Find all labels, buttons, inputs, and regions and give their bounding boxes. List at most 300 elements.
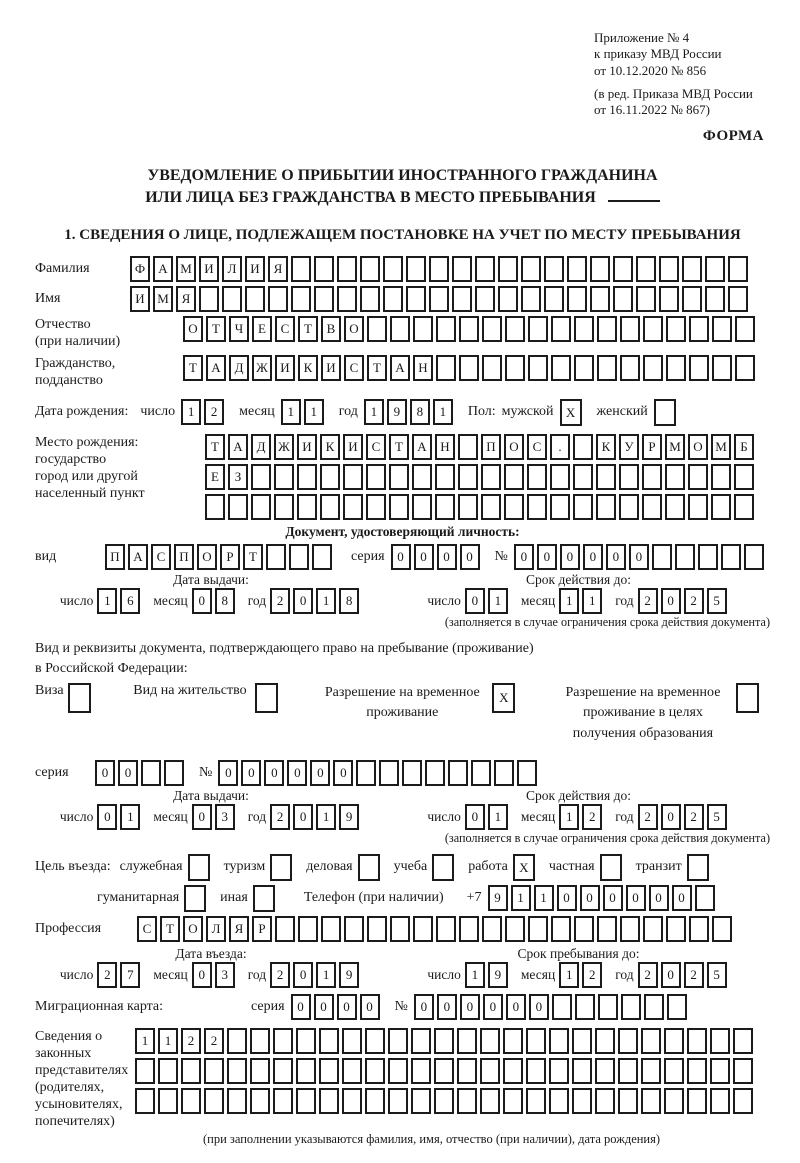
char-cell[interactable] bbox=[457, 1028, 477, 1054]
char-cell[interactable] bbox=[618, 1028, 638, 1054]
char-cell[interactable] bbox=[411, 1058, 431, 1084]
char-cell[interactable] bbox=[665, 464, 685, 490]
residence-valid-day-cells[interactable] bbox=[465, 804, 511, 830]
char-cell[interactable] bbox=[596, 464, 616, 490]
char-cell[interactable]: 2 bbox=[638, 804, 658, 830]
char-cell[interactable] bbox=[227, 1088, 247, 1114]
char-cell[interactable] bbox=[204, 1088, 224, 1114]
char-cell[interactable] bbox=[436, 316, 456, 342]
char-cell[interactable] bbox=[289, 544, 309, 570]
char-cell[interactable]: 0 bbox=[583, 544, 603, 570]
char-cell[interactable]: 2 bbox=[204, 399, 224, 425]
char-cell[interactable] bbox=[358, 854, 380, 881]
purpose-humanitarian-checkbox[interactable] bbox=[184, 885, 209, 912]
char-cell[interactable]: 0 bbox=[603, 885, 623, 911]
char-cell[interactable] bbox=[222, 286, 242, 312]
temp-residence-checkbox[interactable] bbox=[492, 683, 518, 713]
char-cell[interactable] bbox=[435, 464, 455, 490]
char-cell[interactable] bbox=[228, 494, 248, 520]
char-cell[interactable] bbox=[551, 355, 571, 381]
char-cell[interactable]: 1 bbox=[582, 588, 602, 614]
char-cell[interactable] bbox=[273, 1028, 293, 1054]
char-cell[interactable] bbox=[434, 1088, 454, 1114]
char-cell[interactable] bbox=[273, 1058, 293, 1084]
char-cell[interactable] bbox=[319, 1058, 339, 1084]
char-cell[interactable] bbox=[135, 1088, 155, 1114]
char-cell[interactable] bbox=[379, 760, 399, 786]
char-cell[interactable] bbox=[503, 1058, 523, 1084]
char-cell[interactable]: 0 bbox=[97, 804, 117, 830]
char-cell[interactable]: X bbox=[513, 854, 535, 881]
char-cell[interactable]: 5 bbox=[707, 804, 727, 830]
char-cell[interactable] bbox=[688, 464, 708, 490]
char-cell[interactable]: М bbox=[711, 434, 731, 460]
char-cell[interactable]: Д bbox=[229, 355, 249, 381]
char-cell[interactable] bbox=[572, 1088, 592, 1114]
char-cell[interactable]: Л bbox=[222, 256, 242, 282]
char-cell[interactable] bbox=[344, 916, 364, 942]
char-cell[interactable] bbox=[425, 760, 445, 786]
birth-year-cells[interactable] bbox=[364, 399, 456, 425]
char-cell[interactable]: 1 bbox=[135, 1028, 155, 1054]
char-cell[interactable]: 8 bbox=[339, 588, 359, 614]
residence-issue-year-cells[interactable] bbox=[270, 804, 362, 830]
char-cell[interactable] bbox=[481, 464, 501, 490]
char-cell[interactable]: X bbox=[492, 683, 515, 713]
char-cell[interactable] bbox=[250, 1028, 270, 1054]
char-cell[interactable]: 5 bbox=[707, 962, 727, 988]
char-cell[interactable] bbox=[494, 760, 514, 786]
char-cell[interactable]: 2 bbox=[97, 962, 117, 988]
char-cell[interactable]: О bbox=[688, 434, 708, 460]
char-cell[interactable]: Т bbox=[206, 316, 226, 342]
char-cell[interactable] bbox=[434, 1028, 454, 1054]
char-cell[interactable] bbox=[642, 464, 662, 490]
char-cell[interactable]: 0 bbox=[291, 994, 311, 1020]
char-cell[interactable] bbox=[296, 1088, 316, 1114]
char-cell[interactable] bbox=[498, 256, 518, 282]
char-cell[interactable] bbox=[436, 355, 456, 381]
char-cell[interactable] bbox=[251, 464, 271, 490]
id-issue-day-cells[interactable] bbox=[97, 588, 143, 614]
char-cell[interactable] bbox=[297, 494, 317, 520]
char-cell[interactable]: К bbox=[298, 355, 318, 381]
char-cell[interactable] bbox=[528, 355, 548, 381]
char-cell[interactable]: 0 bbox=[241, 760, 261, 786]
char-cell[interactable]: Я bbox=[229, 916, 249, 942]
char-cell[interactable] bbox=[695, 885, 715, 911]
char-cell[interactable]: 0 bbox=[192, 804, 212, 830]
char-cell[interactable] bbox=[505, 316, 525, 342]
gender-male-checkbox[interactable] bbox=[560, 399, 585, 426]
char-cell[interactable] bbox=[573, 434, 593, 460]
char-cell[interactable] bbox=[181, 1058, 201, 1084]
purpose-work-checkbox[interactable] bbox=[513, 854, 538, 881]
char-cell[interactable] bbox=[636, 286, 656, 312]
char-cell[interactable] bbox=[641, 1088, 661, 1114]
char-cell[interactable] bbox=[573, 464, 593, 490]
char-cell[interactable]: 0 bbox=[672, 885, 692, 911]
char-cell[interactable]: И bbox=[130, 286, 150, 312]
char-cell[interactable]: А bbox=[153, 256, 173, 282]
char-cell[interactable] bbox=[735, 355, 755, 381]
char-cell[interactable]: 0 bbox=[606, 544, 626, 570]
char-cell[interactable]: М bbox=[665, 434, 685, 460]
char-cell[interactable] bbox=[266, 544, 286, 570]
char-cell[interactable] bbox=[434, 1058, 454, 1084]
char-cell[interactable] bbox=[504, 494, 524, 520]
char-cell[interactable] bbox=[412, 464, 432, 490]
char-cell[interactable] bbox=[613, 256, 633, 282]
char-cell[interactable] bbox=[227, 1028, 247, 1054]
char-cell[interactable]: Б bbox=[734, 434, 754, 460]
char-cell[interactable] bbox=[343, 464, 363, 490]
char-cell[interactable] bbox=[181, 1088, 201, 1114]
char-cell[interactable] bbox=[312, 544, 332, 570]
char-cell[interactable]: 0 bbox=[192, 588, 212, 614]
char-cell[interactable]: И bbox=[245, 256, 265, 282]
char-cell[interactable] bbox=[475, 286, 495, 312]
char-cell[interactable]: 0 bbox=[287, 760, 307, 786]
id-issue-month-cells[interactable] bbox=[192, 588, 238, 614]
char-cell[interactable]: С bbox=[366, 434, 386, 460]
char-cell[interactable]: 0 bbox=[537, 544, 557, 570]
residence-number-cells[interactable] bbox=[218, 760, 540, 786]
char-cell[interactable]: 0 bbox=[514, 544, 534, 570]
char-cell[interactable] bbox=[343, 494, 363, 520]
char-cell[interactable]: Т bbox=[183, 355, 203, 381]
char-cell[interactable]: 1 bbox=[158, 1028, 178, 1054]
char-cell[interactable] bbox=[659, 286, 679, 312]
char-cell[interactable] bbox=[526, 1028, 546, 1054]
char-cell[interactable] bbox=[429, 286, 449, 312]
char-cell[interactable]: И bbox=[199, 256, 219, 282]
char-cell[interactable] bbox=[291, 286, 311, 312]
char-cell[interactable] bbox=[274, 464, 294, 490]
char-cell[interactable] bbox=[654, 399, 676, 426]
residence-valid-year-cells[interactable] bbox=[638, 804, 730, 830]
char-cell[interactable] bbox=[458, 434, 478, 460]
migration-series-cells[interactable] bbox=[291, 994, 383, 1020]
char-cell[interactable]: Н bbox=[413, 355, 433, 381]
char-cell[interactable] bbox=[314, 286, 334, 312]
id-valid-month-cells[interactable] bbox=[559, 588, 605, 614]
char-cell[interactable] bbox=[728, 256, 748, 282]
char-cell[interactable]: А bbox=[206, 355, 226, 381]
char-cell[interactable] bbox=[388, 1028, 408, 1054]
char-cell[interactable] bbox=[291, 256, 311, 282]
char-cell[interactable]: 1 bbox=[316, 588, 336, 614]
char-cell[interactable] bbox=[367, 916, 387, 942]
char-cell[interactable]: 0 bbox=[460, 544, 480, 570]
char-cell[interactable]: Ж bbox=[252, 355, 272, 381]
char-cell[interactable]: Е bbox=[252, 316, 272, 342]
char-cell[interactable] bbox=[505, 916, 525, 942]
char-cell[interactable] bbox=[366, 464, 386, 490]
char-cell[interactable] bbox=[504, 464, 524, 490]
char-cell[interactable]: 1 bbox=[364, 399, 384, 425]
residence-valid-month-cells[interactable] bbox=[559, 804, 605, 830]
char-cell[interactable] bbox=[687, 1028, 707, 1054]
char-cell[interactable] bbox=[689, 316, 709, 342]
char-cell[interactable]: П bbox=[481, 434, 501, 460]
char-cell[interactable] bbox=[164, 760, 184, 786]
char-cell[interactable] bbox=[250, 1088, 270, 1114]
char-cell[interactable]: 1 bbox=[181, 399, 201, 425]
char-cell[interactable] bbox=[682, 256, 702, 282]
char-cell[interactable] bbox=[688, 494, 708, 520]
char-cell[interactable]: 2 bbox=[582, 804, 602, 830]
char-cell[interactable] bbox=[458, 494, 478, 520]
char-cell[interactable]: Е bbox=[205, 464, 225, 490]
birth-day-cells[interactable] bbox=[181, 399, 227, 425]
char-cell[interactable] bbox=[411, 1028, 431, 1054]
entry-month-cells[interactable] bbox=[192, 962, 238, 988]
char-cell[interactable]: 7 bbox=[120, 962, 140, 988]
char-cell[interactable]: 3 bbox=[215, 962, 235, 988]
char-cell[interactable] bbox=[298, 916, 318, 942]
char-cell[interactable] bbox=[367, 316, 387, 342]
char-cell[interactable]: 0 bbox=[465, 804, 485, 830]
char-cell[interactable] bbox=[406, 286, 426, 312]
char-cell[interactable]: 0 bbox=[557, 885, 577, 911]
char-cell[interactable]: Т bbox=[243, 544, 263, 570]
char-cell[interactable]: Н bbox=[435, 434, 455, 460]
char-cell[interactable] bbox=[549, 1088, 569, 1114]
char-cell[interactable]: Д bbox=[251, 434, 271, 460]
char-cell[interactable] bbox=[689, 916, 709, 942]
char-cell[interactable] bbox=[544, 256, 564, 282]
purpose-other-checkbox[interactable] bbox=[253, 885, 278, 912]
char-cell[interactable] bbox=[526, 1058, 546, 1084]
char-cell[interactable] bbox=[274, 494, 294, 520]
legal-reps-row2-cells[interactable] bbox=[135, 1058, 756, 1084]
char-cell[interactable] bbox=[253, 885, 275, 912]
char-cell[interactable]: 1 bbox=[559, 804, 579, 830]
char-cell[interactable] bbox=[733, 1058, 753, 1084]
char-cell[interactable]: 0 bbox=[661, 588, 681, 614]
char-cell[interactable] bbox=[459, 916, 479, 942]
char-cell[interactable] bbox=[550, 464, 570, 490]
char-cell[interactable]: Т bbox=[205, 434, 225, 460]
char-cell[interactable] bbox=[268, 286, 288, 312]
char-cell[interactable] bbox=[597, 916, 617, 942]
char-cell[interactable]: А bbox=[128, 544, 148, 570]
char-cell[interactable]: 2 bbox=[684, 804, 704, 830]
char-cell[interactable]: 2 bbox=[582, 962, 602, 988]
char-cell[interactable]: 1 bbox=[97, 588, 117, 614]
char-cell[interactable]: П bbox=[105, 544, 125, 570]
char-cell[interactable] bbox=[388, 1088, 408, 1114]
char-cell[interactable] bbox=[337, 286, 357, 312]
char-cell[interactable]: 1 bbox=[120, 804, 140, 830]
char-cell[interactable] bbox=[480, 1088, 500, 1114]
char-cell[interactable] bbox=[319, 1088, 339, 1114]
char-cell[interactable] bbox=[319, 1028, 339, 1054]
stay-day-cells[interactable] bbox=[465, 962, 511, 988]
char-cell[interactable] bbox=[273, 1088, 293, 1114]
gender-female-checkbox[interactable] bbox=[654, 399, 679, 426]
char-cell[interactable]: 0 bbox=[337, 994, 357, 1020]
residence-series-cells[interactable] bbox=[95, 760, 187, 786]
char-cell[interactable] bbox=[475, 256, 495, 282]
char-cell[interactable] bbox=[365, 1028, 385, 1054]
char-cell[interactable]: 1 bbox=[281, 399, 301, 425]
char-cell[interactable] bbox=[597, 316, 617, 342]
char-cell[interactable] bbox=[458, 464, 478, 490]
char-cell[interactable]: . bbox=[550, 434, 570, 460]
char-cell[interactable] bbox=[199, 286, 219, 312]
char-cell[interactable] bbox=[389, 464, 409, 490]
char-cell[interactable]: 0 bbox=[314, 994, 334, 1020]
char-cell[interactable] bbox=[664, 1028, 684, 1054]
purpose-transit-checkbox[interactable] bbox=[687, 854, 712, 881]
char-cell[interactable] bbox=[711, 464, 731, 490]
id-issue-year-cells[interactable] bbox=[270, 588, 362, 614]
char-cell[interactable] bbox=[135, 1058, 155, 1084]
char-cell[interactable] bbox=[448, 760, 468, 786]
char-cell[interactable] bbox=[360, 286, 380, 312]
char-cell[interactable] bbox=[590, 256, 610, 282]
char-cell[interactable] bbox=[652, 544, 672, 570]
char-cell[interactable]: 5 bbox=[707, 588, 727, 614]
char-cell[interactable]: О bbox=[344, 316, 364, 342]
char-cell[interactable]: Р bbox=[642, 434, 662, 460]
purpose-business-checkbox[interactable] bbox=[358, 854, 383, 881]
char-cell[interactable] bbox=[620, 916, 640, 942]
char-cell[interactable]: 0 bbox=[310, 760, 330, 786]
char-cell[interactable]: Т bbox=[298, 316, 318, 342]
char-cell[interactable] bbox=[429, 256, 449, 282]
char-cell[interactable]: 1 bbox=[433, 399, 453, 425]
char-cell[interactable] bbox=[528, 316, 548, 342]
birth-place-row3-cells[interactable] bbox=[205, 494, 757, 520]
char-cell[interactable] bbox=[675, 544, 695, 570]
char-cell[interactable]: 6 bbox=[120, 588, 140, 614]
char-cell[interactable] bbox=[712, 355, 732, 381]
char-cell[interactable] bbox=[356, 760, 376, 786]
char-cell[interactable] bbox=[402, 760, 422, 786]
char-cell[interactable] bbox=[641, 1028, 661, 1054]
char-cell[interactable] bbox=[390, 316, 410, 342]
char-cell[interactable] bbox=[733, 1088, 753, 1114]
char-cell[interactable]: Т bbox=[367, 355, 387, 381]
char-cell[interactable] bbox=[270, 854, 292, 881]
char-cell[interactable]: 0 bbox=[483, 994, 503, 1020]
char-cell[interactable] bbox=[482, 355, 502, 381]
char-cell[interactable] bbox=[481, 494, 501, 520]
residence-permit-checkbox[interactable] bbox=[255, 683, 281, 713]
patronymic-cells[interactable] bbox=[183, 316, 758, 342]
char-cell[interactable] bbox=[664, 1088, 684, 1114]
purpose-private-checkbox[interactable] bbox=[600, 854, 625, 881]
char-cell[interactable] bbox=[549, 1028, 569, 1054]
char-cell[interactable] bbox=[205, 494, 225, 520]
char-cell[interactable]: 0 bbox=[649, 885, 669, 911]
char-cell[interactable]: 0 bbox=[414, 544, 434, 570]
char-cell[interactable] bbox=[528, 916, 548, 942]
char-cell[interactable]: 1 bbox=[488, 588, 508, 614]
char-cell[interactable]: 3 bbox=[215, 804, 235, 830]
id-valid-year-cells[interactable] bbox=[638, 588, 730, 614]
char-cell[interactable]: 1 bbox=[559, 962, 579, 988]
char-cell[interactable] bbox=[712, 916, 732, 942]
char-cell[interactable]: 0 bbox=[661, 804, 681, 830]
char-cell[interactable]: 0 bbox=[460, 994, 480, 1020]
residence-issue-day-cells[interactable] bbox=[97, 804, 143, 830]
char-cell[interactable] bbox=[517, 760, 537, 786]
char-cell[interactable] bbox=[712, 316, 732, 342]
char-cell[interactable] bbox=[360, 256, 380, 282]
char-cell[interactable]: 9 bbox=[488, 885, 508, 911]
char-cell[interactable] bbox=[457, 1088, 477, 1114]
stay-month-cells[interactable] bbox=[559, 962, 605, 988]
char-cell[interactable] bbox=[643, 916, 663, 942]
id-valid-day-cells[interactable] bbox=[465, 588, 511, 614]
char-cell[interactable] bbox=[551, 916, 571, 942]
char-cell[interactable] bbox=[620, 355, 640, 381]
char-cell[interactable] bbox=[365, 1088, 385, 1114]
char-cell[interactable] bbox=[320, 494, 340, 520]
char-cell[interactable] bbox=[383, 286, 403, 312]
migration-number-cells[interactable] bbox=[414, 994, 690, 1020]
char-cell[interactable]: 2 bbox=[638, 588, 658, 614]
char-cell[interactable]: Р bbox=[220, 544, 240, 570]
char-cell[interactable] bbox=[480, 1028, 500, 1054]
char-cell[interactable]: С bbox=[527, 434, 547, 460]
char-cell[interactable] bbox=[721, 544, 741, 570]
char-cell[interactable] bbox=[698, 544, 718, 570]
char-cell[interactable]: Л bbox=[206, 916, 226, 942]
char-cell[interactable] bbox=[621, 994, 641, 1020]
char-cell[interactable]: 0 bbox=[293, 804, 313, 830]
char-cell[interactable]: С bbox=[275, 316, 295, 342]
char-cell[interactable] bbox=[744, 544, 764, 570]
char-cell[interactable] bbox=[390, 916, 410, 942]
char-cell[interactable]: А bbox=[228, 434, 248, 460]
char-cell[interactable] bbox=[521, 256, 541, 282]
char-cell[interactable]: 0 bbox=[118, 760, 138, 786]
char-cell[interactable] bbox=[575, 994, 595, 1020]
char-cell[interactable] bbox=[736, 683, 759, 713]
char-cell[interactable] bbox=[413, 316, 433, 342]
char-cell[interactable] bbox=[521, 286, 541, 312]
char-cell[interactable]: 2 bbox=[270, 804, 290, 830]
char-cell[interactable] bbox=[597, 355, 617, 381]
char-cell[interactable]: И bbox=[321, 355, 341, 381]
char-cell[interactable] bbox=[682, 286, 702, 312]
char-cell[interactable] bbox=[687, 854, 709, 881]
char-cell[interactable] bbox=[550, 494, 570, 520]
char-cell[interactable]: Ч bbox=[229, 316, 249, 342]
char-cell[interactable]: 0 bbox=[465, 588, 485, 614]
char-cell[interactable]: 2 bbox=[270, 962, 290, 988]
char-cell[interactable]: Я bbox=[176, 286, 196, 312]
char-cell[interactable]: У bbox=[619, 434, 639, 460]
char-cell[interactable] bbox=[526, 1088, 546, 1114]
char-cell[interactable] bbox=[641, 1058, 661, 1084]
char-cell[interactable]: П bbox=[174, 544, 194, 570]
char-cell[interactable]: С bbox=[344, 355, 364, 381]
stay-year-cells[interactable] bbox=[638, 962, 730, 988]
char-cell[interactable] bbox=[687, 1088, 707, 1114]
char-cell[interactable]: 1 bbox=[304, 399, 324, 425]
char-cell[interactable] bbox=[342, 1088, 362, 1114]
entry-year-cells[interactable] bbox=[270, 962, 362, 988]
char-cell[interactable] bbox=[436, 916, 456, 942]
visa-checkbox[interactable] bbox=[68, 683, 94, 713]
char-cell[interactable] bbox=[705, 256, 725, 282]
